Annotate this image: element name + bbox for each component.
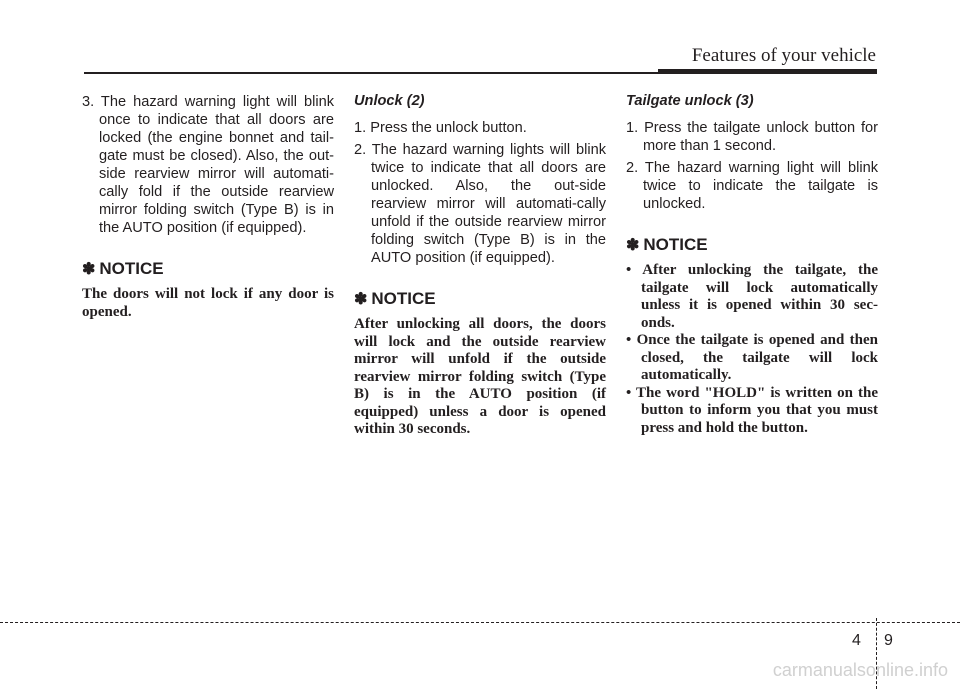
page-number: 9	[884, 632, 893, 649]
notice-heading	[626, 235, 878, 255]
notice-title: NOTICE	[99, 259, 164, 278]
chapter-number: 4	[852, 632, 861, 649]
notice-star-icon: ✽	[354, 291, 368, 308]
notice-bullet: • The word "HOLD" is written on the button to inform you that you must press and hold the button.	[626, 384, 878, 436]
notice-bullet: • After unlocking the tailgate, the tailgate will lock automatically unless it is opened within 30 sec-onds.	[626, 262, 878, 331]
column-tailgate-unlock	[626, 93, 878, 437]
notice-heading	[82, 259, 334, 279]
notice-star-icon: ✽	[82, 261, 96, 278]
notice-text: After unlocking all doors, the doors will lock and the outside rearview mirror will unfold if the outside rearview mirror folding switch (Type B) is in the AUTO position (if equipped) unless a door is opened within 30 seconds.	[354, 316, 606, 437]
notice-bullet: • Once the tailgate is opened and then closed, the tailgate will lock automatically.	[626, 332, 878, 383]
page-header-title: Features of your vehicle	[691, 45, 876, 66]
column-unlock	[354, 93, 606, 439]
column-lock	[82, 93, 334, 321]
section-heading-unlock: Unlock (2)	[354, 93, 425, 109]
footer-rule	[0, 622, 960, 623]
header-rule	[84, 72, 660, 74]
watermark: carmanualsonline.info	[772, 660, 948, 680]
step-1-unlock: 1. Press the unlock button.	[354, 120, 527, 136]
step-1-tailgate: 1. Press the tailgate unlock button for more than 1 second.	[626, 120, 878, 154]
notice-heading	[354, 289, 606, 309]
notice-title: NOTICE	[371, 289, 436, 308]
step-3-lock: 3. The hazard warning light will blink once to indicate that all doors are locked (the engine bonnet and tail-gate must be closed). Also, the out-side rearview mirror will automati-cally fold if the outside rearview mirror folding switch (Type B) is in the AUTO position (if equipped).	[82, 94, 334, 236]
notice-text: The doors will not lock if any door is opened.	[82, 286, 334, 320]
notice-star-icon: ✽	[626, 237, 640, 254]
header-rule-accent	[658, 69, 877, 74]
section-heading-tailgate: Tailgate unlock (3)	[626, 93, 754, 109]
step-2-tailgate: 2. The hazard warning light will blink twice to indicate the tailgate is unlocked.	[626, 160, 878, 212]
step-2-unlock: 2. The hazard warning lights will blink twice to indicate that all doors are unlocked. Also, the out-side rearview mirror will automati-cally unfold if the outside rearview mirror folding switch (Type B) is in the AUTO position (if equipped).	[354, 142, 606, 266]
notice-title: NOTICE	[643, 235, 708, 254]
